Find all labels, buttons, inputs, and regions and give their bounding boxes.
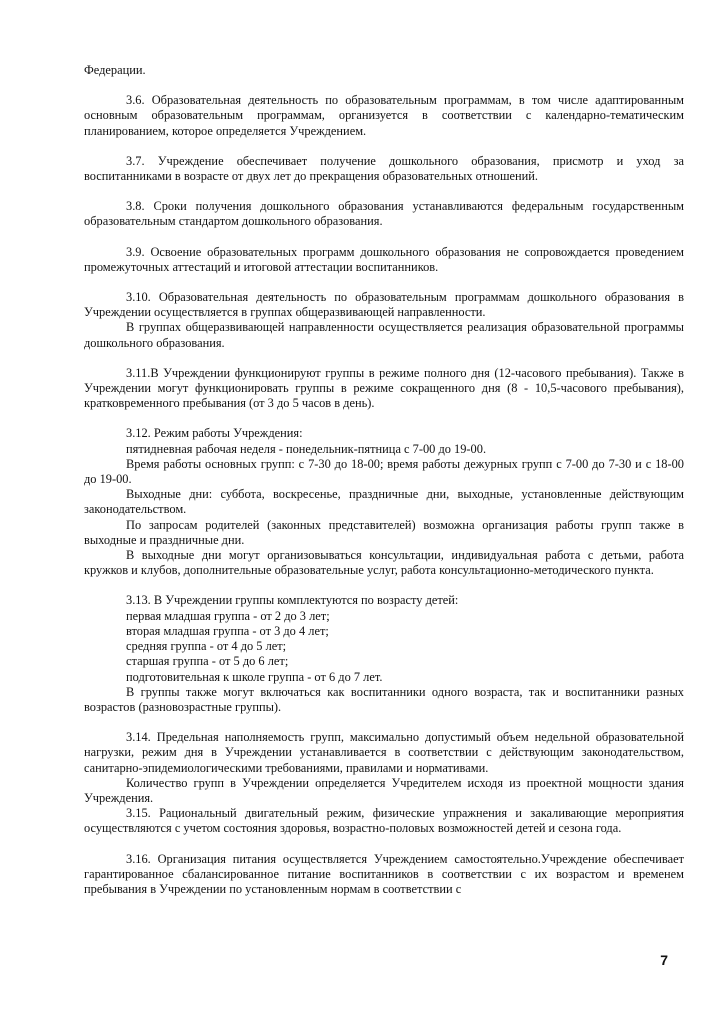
paragraph-3-12-b: Время работы основных групп: с 7-30 до 18-00; время работы дежурных групп с 7-00 до 7-30 и с 18-00 до 19-00. [84, 456, 684, 487]
paragraph-3-13-f: В группы также могут включаться как воспитанники одного возраста, так и воспитанники разных возрастов (разновозрастные группы). [84, 684, 684, 714]
paragraph-3-15: 3.15. Рациональный двигательный режим, физические упражнения и закаливающие мероприятия осуществляются с учетом состояния здоровья, возрастно-половых возможностей детей и сезона года. [84, 806, 684, 836]
paragraph-3-13: 3.13. В Учреждении группы комплектуются по возрасту детей: [126, 593, 459, 608]
paragraph-3-12: 3.12. Режим работы Учреждения: [126, 426, 303, 441]
paragraph-continuation: Федерации. [84, 63, 146, 77]
paragraph-3-8: 3.8. Сроки получения дошкольного образования устанавливаются федеральным государственным образовательным стандартом дошкольного образования. [84, 199, 684, 229]
paragraph-3-10-b: В группах общеразвивающей направленности осуществляется реализация образовательной программы дошкольного образования. [84, 320, 684, 350]
paragraph-3-12-d: По запросам родителей (законных представителей) возможна организация работы групп также в выходные и праздничные дни. [84, 517, 684, 547]
list-item-group-4: старшая группа - от 5 до 6 лет; [126, 654, 289, 669]
list-item-group-2: вторая младшая группа - от 3 до 4 лет; [126, 623, 329, 638]
paragraph-3-7: 3.7. Учреждение обеспечивает получение дошкольного образования, присмотр и уход за воспитанниками в возрасте от двух лет до прекращения образовательных отношений. [84, 153, 684, 184]
list-item-group-1: первая младшая группа - от 2 до 3 лет; [126, 608, 330, 623]
list-item-group-5: подготовительная к школе группа - от 6 до 7 лет. [126, 669, 383, 684]
paragraph-3-14-b: Количество групп в Учреждении определяется Учредителем исходя из проектной мощности здания Учреждения. [84, 775, 684, 805]
paragraph-3-16: 3.16. Организация питания осуществляется Учреждением самостоятельно.Учреждение обеспечивает гарантированное сбалансированное питание воспитанников в соответствии с их возрастом и временем пребывания в Учреждении по установленным нормам в соответствии с [84, 851, 684, 896]
paragraph-3-9: 3.9. Освоение образовательных программ дошкольного образования не сопровождается проведением промежуточных аттестаций и итоговой аттестации воспитанников. [84, 244, 684, 274]
list-item-group-3: средняя группа - от 4 до 5 лет; [126, 639, 287, 654]
paragraph-3-12-e: В выходные дни могут организовываться консультации, индивидуальная работа с детьми, работа кружков и клубов, дополнительные образовательные услуг, работа консультационно-методического пункта. [84, 548, 684, 578]
paragraph-3-11: 3.11.В Учреждении функционируют группы в режиме полного дня (12-часового пребывания). Также в Учреждении могут функционировать группы в режиме сокращенного дня (8 - 10,5-часового пребывания), кратковременного пребывания (от 3 до 5 часов в день). [84, 365, 684, 411]
paragraph-3-10: 3.10. Образовательная деятельность по образовательным программам дошкольного образования в Учреждении осуществляется в группах общеразвивающей направленности. [84, 290, 684, 320]
paragraph-3-6: 3.6. Образовательная деятельность по образовательным программам, в том числе адаптированным основным образовательным программам, организуется в соответствии с календарно-тематическим планированием, которое определяется Учреждением. [84, 93, 684, 138]
paragraph-3-12-a: пятидневная рабочая неделя - понедельник-пятница с 7-00 до 19-00. [126, 441, 487, 456]
paragraph-3-12-c: Выходные дни: суббота, воскресенье, праздничные дни, выходные, установленные действующим законодательством. [84, 487, 684, 517]
page-number: 7 [660, 952, 668, 968]
document-body [84, 63, 684, 897]
paragraph-3-14: 3.14. Предельная наполняемость групп, максимально допустимый объем недельной образовательной нагрузки, режим дня в Учреждении устанавливается в соответствии с действующим законодательством, санитарно-эпидемиологическими требованиями, правилами и нормативами. [84, 730, 684, 775]
